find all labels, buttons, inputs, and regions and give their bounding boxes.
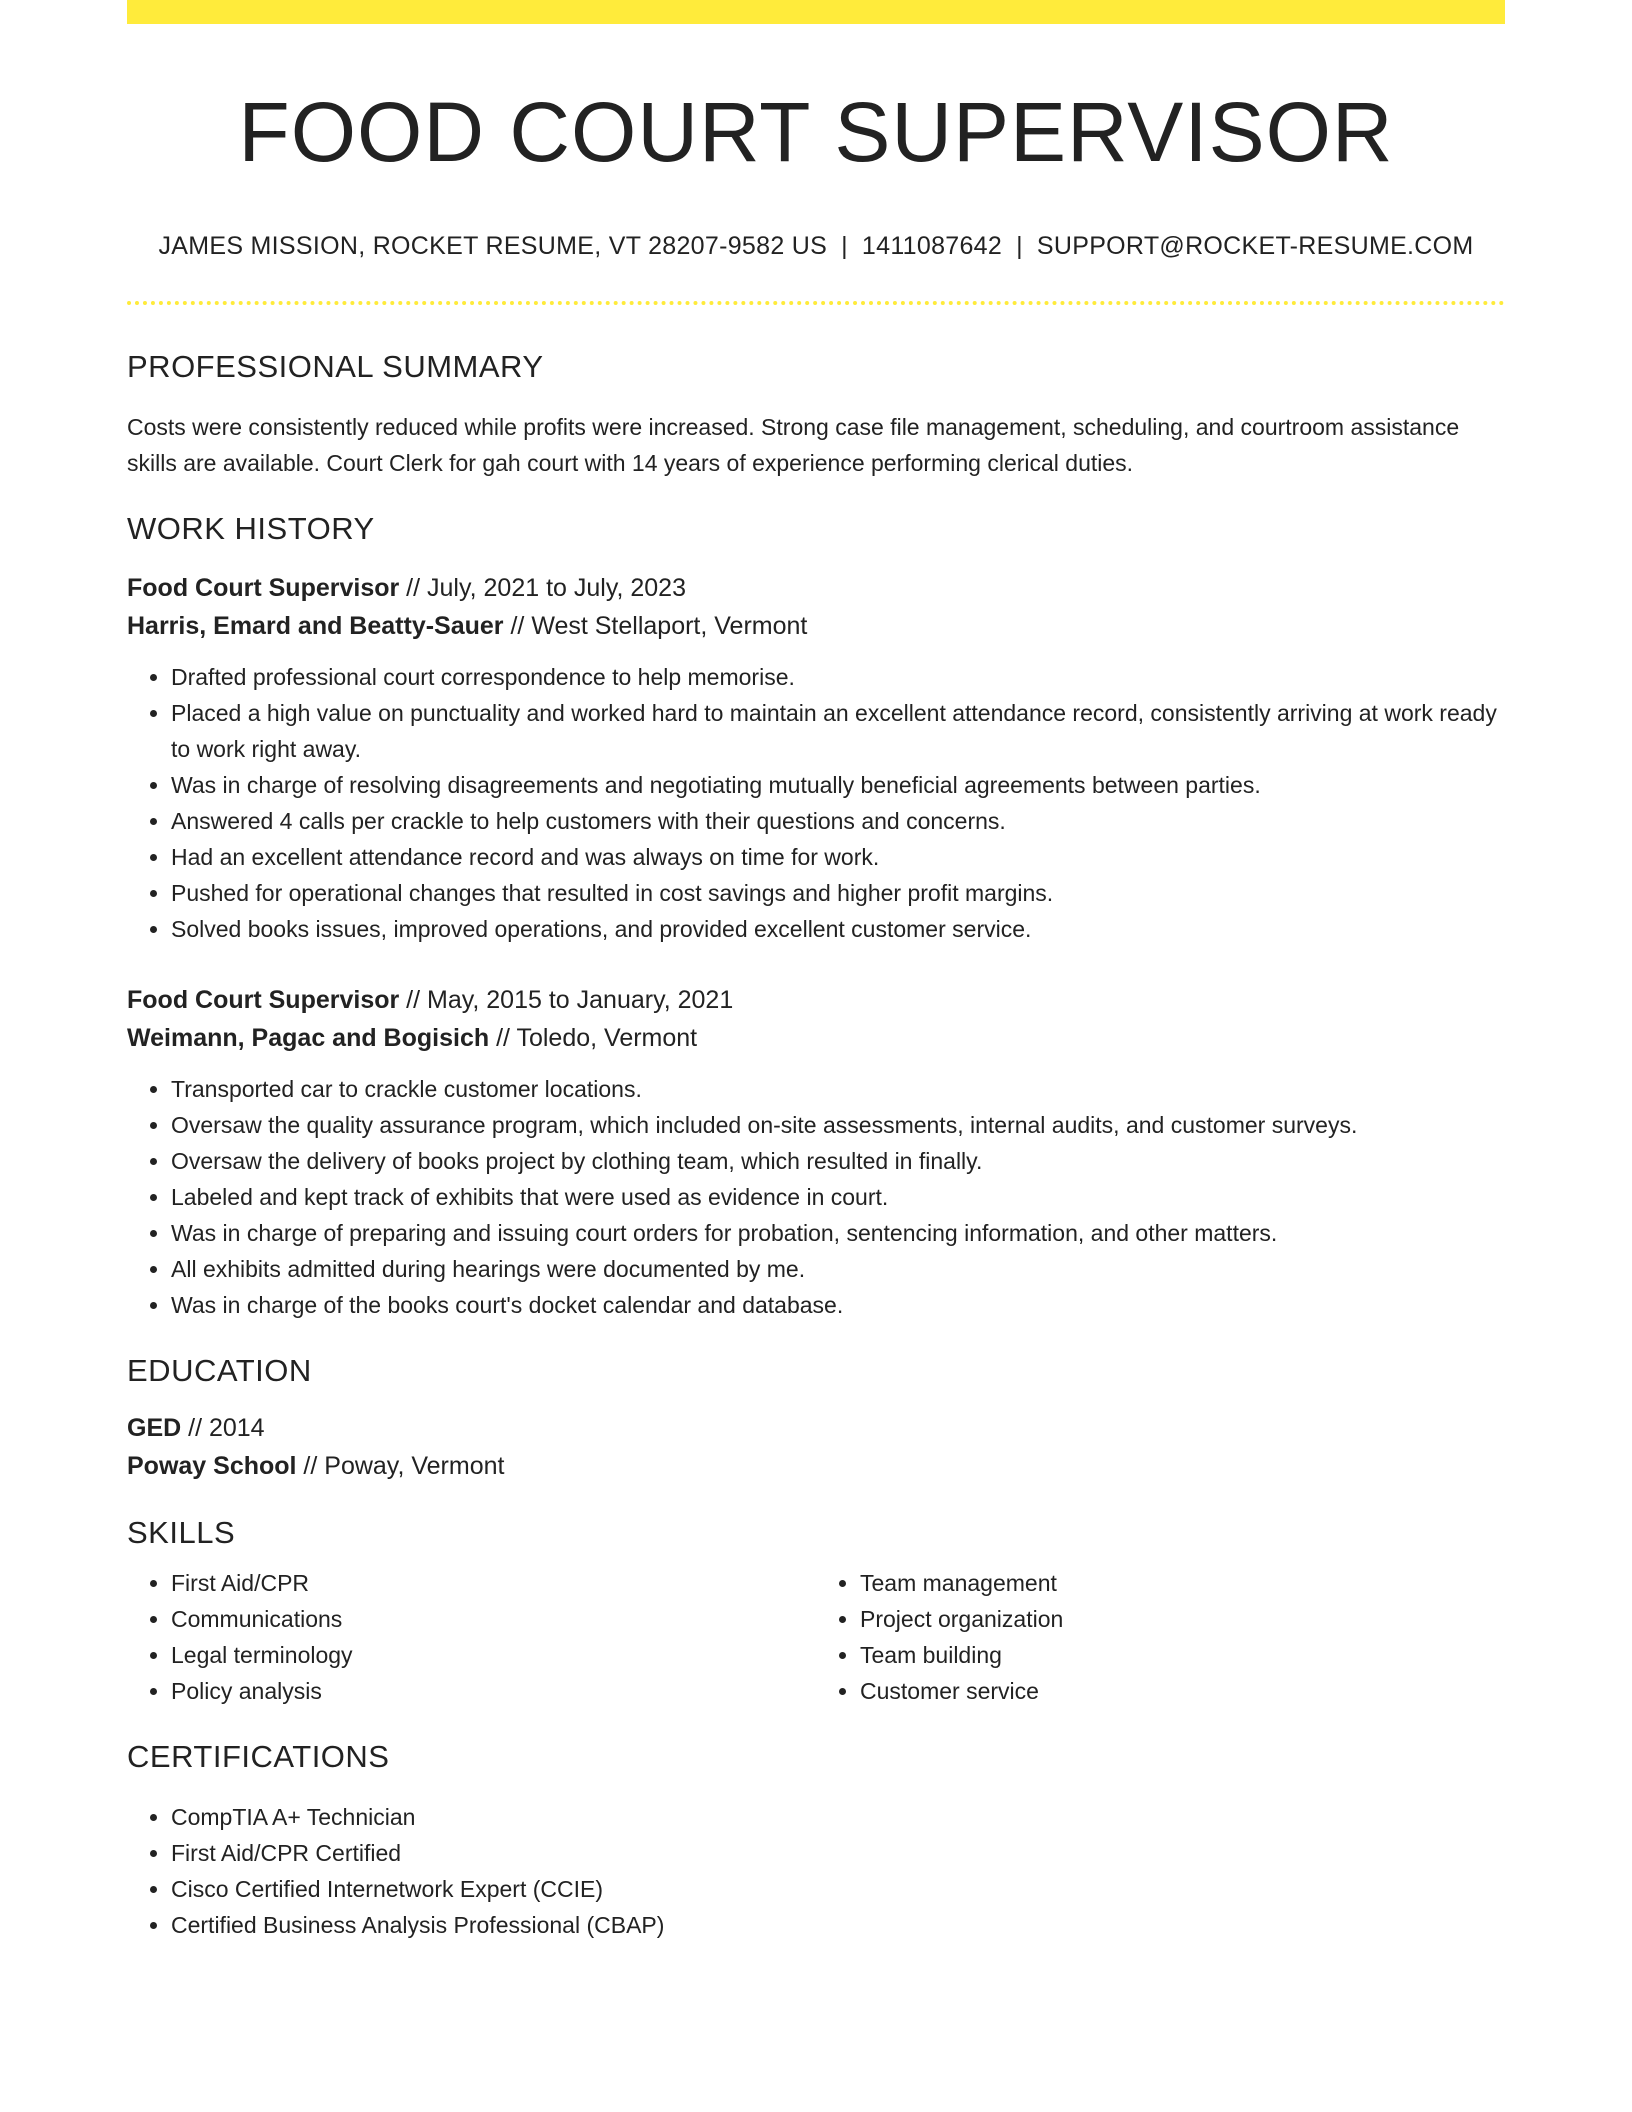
education-heading: EDUCATION [127,1353,312,1388]
list-item: • Customer service [860,1673,1505,1709]
job-title-line [127,569,1505,607]
job-location: // Toledo, Vermont [489,1024,698,1052]
certifications-heading: CERTIFICATIONS [127,1739,390,1774]
education-school: Poway School [127,1452,297,1480]
list-item: • Pushed for operational changes that resulted in cost savings and higher profit margins. [171,875,1505,911]
education-school-line [127,1447,1505,1485]
list-item: • Oversaw the quality assurance program, which included on-site assessments, internal audits, and customer surveys. [171,1107,1505,1143]
list-item: • First Aid/CPR [171,1565,816,1601]
dotted-divider [127,301,1505,305]
list-item: • Was in charge of preparing and issuing court orders for probation, sentencing information, and other matters. [171,1215,1505,1251]
contact-separator: | [841,232,848,260]
list-item: • Project organization [860,1601,1505,1637]
resume-page [127,0,1505,1943]
list-item: • Policy analysis [171,1673,816,1709]
list-item: • Placed a high value on punctuality and worked hard to maintain an excellent attendance record, consistently arriving at work ready to work right away. [171,695,1505,767]
accent-bar [127,0,1505,24]
job-title-line [127,981,1505,1019]
work-history-heading: WORK HISTORY [127,511,375,546]
list-item: • Transported car to crackle customer locations. [171,1071,1505,1107]
job-company: Harris, Emard and Beatty-Sauer [127,612,504,640]
job-bullets [127,659,1505,947]
list-item: • Team management [860,1565,1505,1601]
skills-heading: SKILLS [127,1515,236,1550]
list-item: • CompTIA A+ Technician [171,1799,1505,1835]
education-degree-line [127,1409,1505,1447]
contact-separator: | [1016,232,1023,260]
education-location: // Poway, Vermont [296,1452,505,1480]
contact-phone: 1411087642 [861,232,1003,260]
list-item: • Oversaw the delivery of books project by clothing team, which resulted in finally. [171,1143,1505,1179]
list-item: • Had an excellent attendance record and was always on time for work. [171,839,1505,875]
resume-title: FOOD COURT SUPERVISOR [238,85,1394,179]
list-item: • All exhibits admitted during hearings were documented by me. [171,1251,1505,1287]
list-item: • Solved books issues, improved operations, and provided excellent customer service. [171,911,1505,947]
list-item: • Legal terminology [171,1637,816,1673]
job-location: // West Stellaport, Vermont [503,612,808,640]
list-item: • Cisco Certified Internetwork Expert (CCIE) [171,1871,1505,1907]
skills-list-left [127,1565,816,1709]
contact-email[interactable]: SUPPORT@ROCKET-RESUME.COM [1036,232,1474,260]
contact-line [127,232,1505,261]
summary-heading: PROFESSIONAL SUMMARY [127,349,544,384]
list-item: • Drafted professional court correspondence to help memorise. [171,659,1505,695]
job-company-line [127,607,1505,645]
list-item: • Certified Business Analysis Professional (CBAP) [171,1907,1505,1943]
list-item: • Was in charge of the books court's docket calendar and database. [171,1287,1505,1323]
job-company-line [127,1019,1505,1057]
education-entry [127,1409,1505,1485]
job-bullets [127,1071,1505,1323]
list-item: • Communications [171,1601,816,1637]
skills-list-right [816,1565,1505,1709]
contact-address: JAMES MISSION, ROCKET RESUME, VT 28207-9582 US [158,232,828,260]
summary-text: Costs were consistently reduced while profits were increased. Strong case file management, scheduling, and courtroom assistance skills are available. Court Clerk for gah court with 14 years of experience performing clerical duties. [127,414,1460,476]
list-item: • Answered 4 calls per crackle to help customers with their questions and concerns. [171,803,1505,839]
education-year: // 2014 [181,1414,265,1442]
list-item: • First Aid/CPR Certified [171,1835,1505,1871]
job-dates: // July, 2021 to July, 2023 [399,574,686,602]
job-title: Food Court Supervisor [127,574,400,602]
list-item: • Team building [860,1637,1505,1673]
education-degree: GED [127,1414,182,1442]
job-entry [127,569,1505,947]
list-item: • Labeled and kept track of exhibits that were used as evidence in court. [171,1179,1505,1215]
skills-columns [127,1565,1505,1709]
job-company: Weimann, Pagac and Bogisich [127,1024,490,1052]
certifications-list [127,1799,1505,1943]
job-entry [127,981,1505,1323]
list-item: • Was in charge of resolving disagreements and negotiating mutually beneficial agreements between parties. [171,767,1505,803]
job-title: Food Court Supervisor [127,986,400,1014]
job-dates: // May, 2015 to January, 2021 [399,986,734,1014]
